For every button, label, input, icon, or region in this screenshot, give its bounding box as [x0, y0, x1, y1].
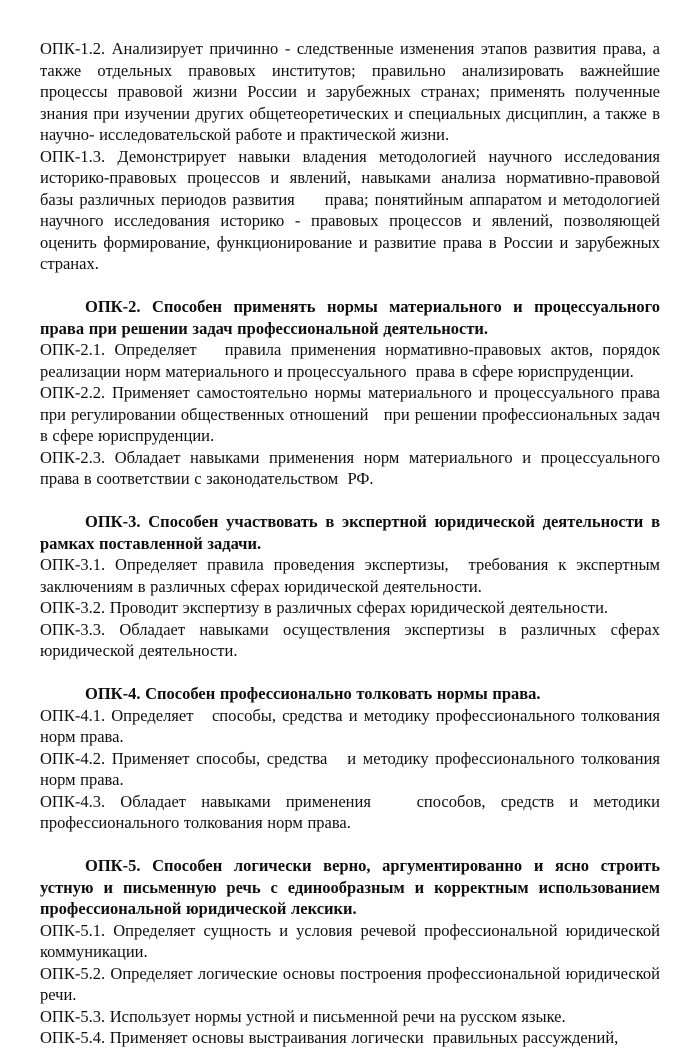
competency-paragraph: ОПК-2.1. Определяет правила применения нормативно-правовых актов, порядок реализации норм материального и процессуального права в сфере юриспруденции. — [40, 340, 660, 381]
competency-paragraph: ОПК-5.2. Определяет логические основы построения профессиональной юридической речи. — [40, 963, 660, 1004]
competency-paragraph: ОПК-5.3. Использует нормы устной и письменной речи на русском языке. — [40, 1006, 566, 1026]
competency-paragraph: ОПК-3.3. Обладает навыками осуществления экспертизы в различных сферах юридической деятельности. — [40, 619, 660, 660]
competency-paragraph: ОПК-3.1. Определяет правила проведения экспертизы, требования к экспертным заключениям в различных сферах юридической деятельности. — [40, 555, 660, 596]
document-text-block — [40, 38, 660, 1049]
competency-heading: ОПК-5. Способен логически верно, аргументированно и ясно строить устную и письменную речь с единообразным и корректным использованием профессиональной юридической лексики. — [40, 856, 660, 918]
competency-paragraph: ОПК-1.2. Анализирует причинно - следственные изменения этапов развития права, а также отдельных правовых институтов; правильно анализировать важнейшие процессы правовой жизни России и зарубежных странах; применять полученные знания при изучении других общетеоретических и специальных дисциплин, а также в научно- исследовательской работе и практической жизни. — [40, 39, 660, 144]
competency-paragraph: ОПК-2.2. Применяет самостоятельно нормы материального и процессуального права при регулировании общественных отношений при решении профессиональных задач в сфере юриспруденции. — [40, 383, 660, 445]
competency-paragraph: ОПК-2.3. Обладает навыками применения норм материального и процессуального права в соответствии с законодательством РФ. — [40, 447, 660, 488]
competency-heading: ОПК-3. Способен участвовать в экспертной юридической деятельности в рамках поставленной задачи. — [40, 512, 660, 553]
competency-paragraph: ОПК-3.2. Проводит экспертизу в различных сферах юридической деятельности. — [40, 598, 609, 617]
competency-heading: ОПК-4. Способен профессионально толковать нормы права. — [85, 684, 541, 703]
competency-paragraph: ОПК-4.2. Применяет способы, средства и методику профессионального толкования норм права. — [40, 748, 660, 789]
competency-paragraph: ОПК-1.3. Демонстрирует навыки владения методологией научного исследования историко-правовых процессов и явлений, навыками анализа нормативно-правовой базы различных периодов развития права; понятийным аппаратом и методологией научного исследования историко - правовых процессов и явлений, позволяющей оценить формирование, функционирование и развитие права в России и зарубежных странах. — [40, 146, 660, 273]
competency-paragraph: ОПК-5.1. Определяет сущность и условия речевой профессиональной юридической коммуникации. — [40, 920, 660, 961]
competency-paragraph: ОПК-4.1. Определяет способы, средства и методику профессионального толкования норм права. — [40, 705, 660, 746]
competency-paragraph: ОПК-4.3. Обладает навыками применения способов, средств и методики профессионального толкования норм права. — [40, 791, 660, 832]
competency-paragraph: ОПК-5.4. Применяет основы выстраивания логически правильных рассуждений, — [40, 1028, 619, 1047]
competency-heading: ОПК-2. Способен применять нормы материального и процессуального права при решении задач профессиональной деятельности. — [40, 297, 660, 338]
